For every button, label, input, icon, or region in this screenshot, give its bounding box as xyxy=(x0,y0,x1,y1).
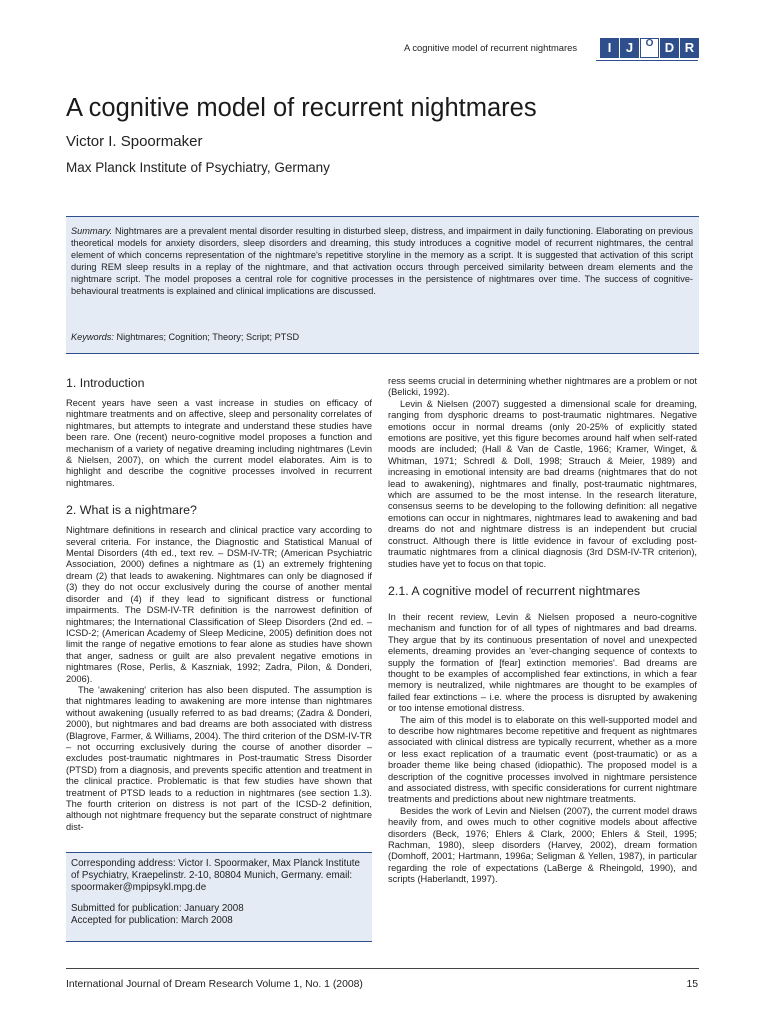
logo-letter: O xyxy=(640,38,659,58)
accepted-date: Accepted for publication: March 2008 xyxy=(71,915,233,926)
journal-logo xyxy=(600,38,700,58)
running-title: A cognitive model of recurrent nightmares xyxy=(404,42,578,53)
awakening-criterion-paragraph: The 'awakening' criterion has also been disputed. The assumption is that nightmares leading to awakening are more intense than nightmares without awakening (usually referred to as bad dreams; (Zadra & Donderi, 2000), but nightmares and bad dreams are both associated with distress (Blagrove, Farmer, & Williams, 2004). The third criterion of the DSM-IV-TR – not occurring exclusively during the course of another disorder – excludes post-traumatic nightmares in Post-traumatic Stress Disorder (PTSD) from a diagnosis, and prevents specific attention and treatment in the clinical practice. Problematic is that few studies have shown that treatment of PTSD leads to a reduction in nightmares (see section 1.3). The fourth criterion on distress is not part of the ICSD-2 definition, although not nightmare frequency but the separate construct of nightmare dist- xyxy=(66,684,372,832)
article-author: Victor I. Spoormaker xyxy=(66,133,203,150)
keywords-text: Nightmares; Cognition; Theory; Script; PTSD xyxy=(116,332,300,342)
logo-letter: J xyxy=(620,38,639,58)
keywords-label: Keywords: xyxy=(71,332,114,342)
summary-label: Summary. xyxy=(71,226,113,236)
section-heading-cognitive-model: 2.1. A cognitive model of recurrent nightmares xyxy=(388,583,641,598)
footer-rule xyxy=(66,968,699,969)
right-column xyxy=(388,376,697,886)
nightmare-definition-paragraph: Nightmare definitions in research and clinical practice vary according to several criteria. For instance, the Diagnostic and Statistical Manual of Mental Disorders (4th ed., text rev. – DSM-IV-TR; (American Psychiatric Association, 2000) defines a nightmare as (1) an extremely frightening dream (2) that leads to awakening. Nightmares can only be diagnosed if (3) they do not occur exclusively during the course of another mental disorder and (4) if they lead to significant distress or functional impairments. The DSM-IV-TR definition is the narrowest definition of nightmares; the International Classification of Sleep Disorders (2nd ed. – ICSD-2; (American Academy of Sleep Medicine, 2005) definition does not limit the range of negative emotions to fear alone as studies have shown that anger, sadness or guilt are also prevalent negative emotions in nightmares (Rose, Perlis, & Kaszniak, 1992; Zadra, Pilon, & Donderi, 2006). xyxy=(66,525,372,684)
author-affiliation: Max Planck Institute of Psychiatry, Germany xyxy=(66,160,330,175)
model-aim-paragraph: The aim of this model is to elaborate on this well-supported model and to describe how nightmares become repetitive and frequent as nightmares associated with clinical distress are typically recurrent, whether as a more or less exact replication of a traumatic event (post-traumatic) or as a broader theme like being chased (idiopathic). The proposed model is a description of the cognitive processes involved in nightmare persistence and associated distress, with specific considerations for current nightmare treatments and predictions about new nightmare treatments. xyxy=(388,714,697,805)
header-rule xyxy=(596,60,698,61)
left-column xyxy=(66,376,372,833)
logo-letter: D xyxy=(660,38,679,58)
logo-letter: R xyxy=(680,38,699,58)
dimensional-scale-paragraph: Levin & Nielsen (2007) suggested a dimensional scale for dreaming, ranging from dysphoric dreams to post-traumatic nightmares. Negative emotions occur in normal dreams (only 20-25% of explicitly stated emotions are positive, yet this figure becomes around half when self-rated moods are included; (Hall & Van de Castle, 1966; Kramer, Winget, & Whitman, 1971; Schredl & Doll, 1998; Strauch & Meier, 1989) and increasing in emotional intensity are bad dreams (nightmares that do not lead to awakening), nightmares and finally, post-traumatic nightmares, which are assumed to be the most intense. In the research literature, consensus seems to be developing to the following definition: all negative emotions can occur in nightmares, nightmares lead to awakening and bad dreams do not and nightmare distress is an independent but crucial construct. Although there is little evidence in favour of excluding post-traumatic nightmares from a clinical diagnosis (3rd DSM-IV-TR criterion), studies have yet to focus on that topic. xyxy=(388,398,697,569)
article-title: A cognitive model of recurrent nightmares xyxy=(66,94,537,122)
section-heading-introduction: 1. Introduction xyxy=(66,376,145,390)
summary-text: Nightmares are a prevalent mental disorder resulting in disturbed sleep, distress, and impairment in daily functioning. Elaborating on previous theoretical models for anxiety disorders, sleep disorders and dreaming, this study introduces a cognitive model of recurrent nightmares, the central element of which concerns representation of the nightmare's repetitive storyline in the memory as a script. It is suggested that activation of this script during REM sleep results in a replay of the nightmare, and that activation occurs through perceived similarity between dream elements and the nightmare script. The model proposes a central role for cognitive processes in the persistence of nightmares over time. The success of cognitive-behavioural treatments is explained and clinical implications are discussed. xyxy=(71,226,693,297)
corresponding-address: Corresponding address: Victor I. Spoormaker, Max Planck Institute of Psychiatry, Kraepelinstr. 2-10, 80804 Munich, Germany. email: spoormaker@mpipsykl.mpg.de xyxy=(71,858,360,893)
correspondence-box xyxy=(66,852,372,942)
summary-paragraph xyxy=(71,225,693,298)
summary-box xyxy=(66,216,699,354)
keywords-line xyxy=(71,332,299,342)
section-heading-what-is-nightmare: 2. What is a nightmare? xyxy=(66,503,197,518)
introduction-paragraph: Recent years have seen a vast increase in studies on efficacy of nightmare treatments and on affective, sleep and personality correlates of nightmares, but attempts to integrate and understand these studies have been rare. One (recent) neuro-cognitive model proposes a function and mechanism of a variety of negative dreaming including nightmares (Levin & Nielsen, 2007), on which the current model elaborates. Aim is to highlight and describe the cognitive processes involved in recurrent nightmares. xyxy=(66,398,372,488)
review-paragraph: In their recent review, Levin & Nielsen proposed a neuro-cognitive mechanism and function for of all types of nightmares and bad dreams. They argue that by its continuous presentation of novel and unexpected elements, dreaming provides an 'ever-changing sequence of contexts to supply the formation of [fear] extinction memories'. Bad dreams are thought to be examples of accomplished fear extinctions, in which a fear memory is neutralized, while nightmares are thought to be examples of failed fear extinctions – i.e. where the process is disrupted by awakening or too intense emotional distress. xyxy=(388,611,697,714)
submitted-date: Submitted for publication: January 2008 xyxy=(71,903,244,914)
continued-paragraph: ress seems crucial in determining whether nightmares are a problem or not (Belicki, 1992). xyxy=(388,376,697,398)
logo-letter: I xyxy=(600,38,619,58)
page-number: 15 xyxy=(686,979,698,990)
related-models-paragraph: Besides the work of Levin and Nielsen (2007), the current model draws heavily from, and owes much to other cognitive models about affective disorders (Beck, 1976; Ehlers & Clark, 2000; Ehlers & Steil, 1995; Rachman, 1980), sleep disorders (Harvey, 2002), dream formation (Domhoff, 2001; Hartmann, 1996a; Seligman & Yellen, 1987), in particular regarding the role of expectations (LaBerge & Rheingold, 1990), and scripts (Haberlandt, 1997). xyxy=(388,805,697,885)
footer-journal: International Journal of Dream Research Volume 1, No. 1 (2008) xyxy=(66,979,363,990)
